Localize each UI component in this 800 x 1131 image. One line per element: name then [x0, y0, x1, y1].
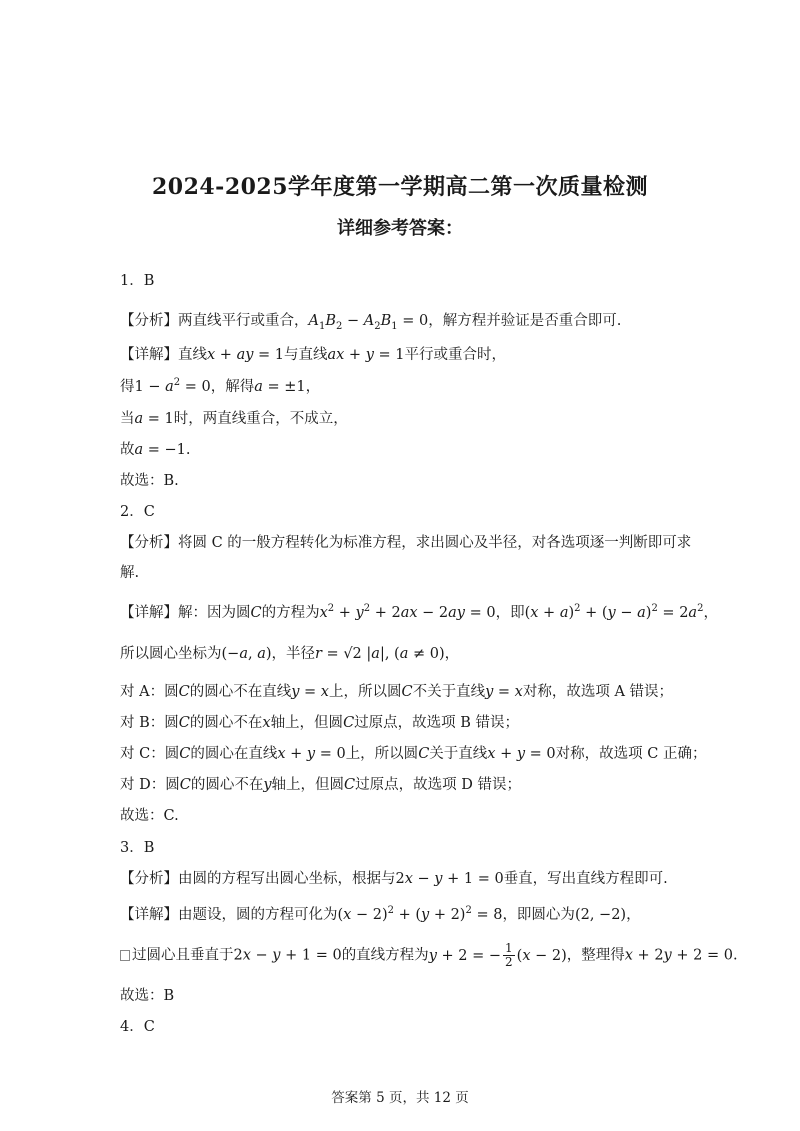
q2-option-b: 对 B：圆C的圆心不在x轴上，但圆C过原点，故选项 B 错误；	[120, 715, 520, 731]
q1-analysis: 【分析】两直线平行或重合，$A_1B_2 - A_2B_1 = 0$，解方程并验证是否重合即可.	[120, 313, 622, 332]
q1-math-result: a = −1	[134, 442, 186, 458]
q3-analysis: 【分析】由圆的方程写出圆心坐标，根据与2x − y + 1 = 0垂直，写出直线方程即可.	[120, 871, 668, 887]
q3-math-circle: $(x - 2)^2 + (y + 2)^2 = 8$	[337, 905, 503, 923]
q4-number: 4．C	[120, 1019, 155, 1035]
q2-number: 2．C	[120, 504, 155, 520]
q1-math-eq: $1 - a^2 = 0$	[134, 377, 211, 395]
q3-math-result: x + 2y + 2 = 0	[624, 947, 733, 964]
q2-option-d: 对 D：圆C的圆心不在y轴上，但圆C过原点，故选项 D 错误；	[120, 777, 521, 793]
q3-line-equation: 过圆心且垂直于2x − y + 1 = 0的直线方程为y + 2 = − $\frac{1}{2}$ (x − 2)，整理得x + 2y + 2 = 0.	[120, 942, 700, 969]
q3-math-perp: y + 2 = − $\frac{1}{2}$ (x − 2)	[428, 941, 567, 969]
q1-step3: 故a = −1.	[120, 442, 191, 458]
q1-math-sol: a = ±1	[254, 379, 306, 395]
q2-answer: 故选：C.	[120, 808, 179, 824]
q3-detail: 【详解】由题设，圆的方程可化为$(x - 2)^2 + (y + 2)^2 = 8$，即圆心为(2, −2)，	[120, 905, 641, 923]
page-title: 2024-2025学年度第一学期高二第一次质量检测	[151, 174, 649, 200]
missing-glyph-icon	[120, 950, 130, 961]
q1-math-a1: a = 1	[134, 411, 174, 427]
q2-center: 所以圆心坐标为(−a, a)，半径r = √2 |a|, (a ≠ 0)，	[120, 646, 460, 662]
q1-math-line2: ax + y = 1	[327, 347, 405, 363]
page-footer: 答案第 5 页，共 12 页	[331, 1090, 469, 1106]
page-subtitle: 详细参考答案：	[337, 218, 463, 239]
fraction-one-half: $\frac{1}{2}$	[505, 941, 513, 969]
q1-step2: 当a = 1时，两直线重合，不成立，	[120, 411, 348, 427]
q1-number: 1．B	[120, 273, 155, 289]
q3-answer: 故选：B	[120, 988, 175, 1004]
q3-math-line: 2x − y + 1 = 0	[395, 871, 504, 887]
q2-math-standard: $(x + a)^2 + (y - a)^2 = 2a^2$	[524, 603, 704, 621]
q2-detail: 【详解】解：因为圆C的方程为$x^2 + y^2 + 2ax - 2ay = 0$，即$(x + a)^2 + (y - a)^2 = 2a^2$，	[120, 603, 718, 621]
q2-option-c: 对 C：圆C的圆心在直线x + y = 0上，所以圆C关于直线x + y = 0对称，故选项 C 正确；	[120, 746, 707, 762]
q1-step1: 得$1 - a^2 = 0$，解得a = ±1，	[120, 377, 321, 395]
q1-detail: 【详解】直线x + ay = 1与直线ax + y = 1平行或重合时，	[120, 347, 506, 363]
q1-math-condition: $A_1B_2 - A_2B_1 = 0$	[308, 313, 429, 332]
q1-answer: 故选：B.	[120, 473, 179, 489]
q3-math-center: (2, −2)	[574, 907, 627, 923]
q2-math-center: (−a, a)	[221, 646, 272, 662]
q2-math-general: $x^2 + y^2 + 2ax - 2ay = 0$	[319, 603, 496, 621]
q2-analysis: 【分析】将圆 C 的一般方程转化为标准方程，求出圆心及半径，对各选项逐一判断即可求解.	[120, 535, 692, 581]
q2-math-radius: r = √2 |a|, (a ≠ 0)	[315, 646, 445, 662]
q2-option-a: 对 A：圆C的圆心不在直线y = x上，所以圆C不关于直线y = x对称，故选项 A 错误；	[120, 684, 674, 700]
q1-math-line1: x + ay = 1	[207, 347, 284, 363]
q3-number: 3．B	[120, 840, 155, 856]
